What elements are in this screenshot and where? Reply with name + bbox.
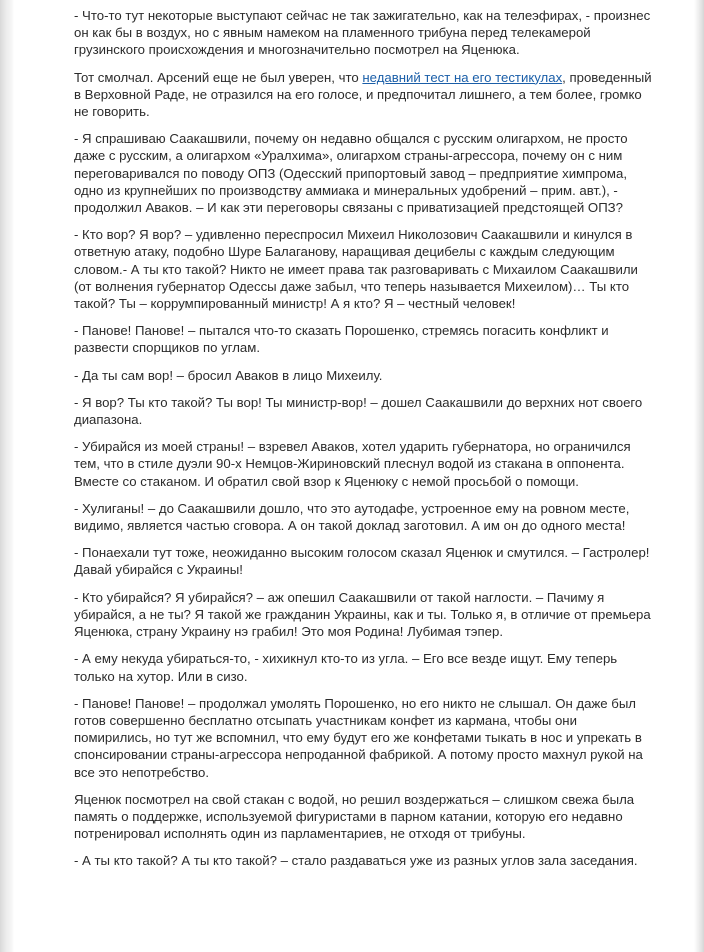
paragraph-13: - Панове! Панове! – продолжал умолять Порошенко, но его никто не слышал. Он даже был готов совершенно бесплатно отсыпать участникам конфет из кармана, чтобы они помирились, но тут же вспомнил, что ему будут его же конфетами тыкать в нос и упрекать в спонсировании страны-агрессора непроданной фабрикой. А потому просто махнул рукой на все это непотребство. — [74, 695, 643, 780]
paragraph-10: - Понаехали тут тоже, неожиданно высоким голосом сказал Яценюк и смутился. – Гастролер! Давай убирайся с Украины! — [74, 545, 650, 578]
paragraph-2-text-before: Тот смолчал. Арсений еще не был уверен, что — [74, 69, 363, 85]
paragraph-8: - Убирайся из моей страны! – взревел Аваков, хотел ударить губернатора, но ограничился тем, что в стиле дуэли 90-х Немцов-Жириновский плеснул водой из стакана в оппонента. Вместе со стаканом. И обратил свой взор к Яценюку с немой просьбой о помощи. — [74, 439, 631, 489]
paragraph-4: - Кто вор? Я вор? – удивленно переспросил Михеил Николозович Саакашвили и кинулся в ответную атаку, подобно Шуре Балаганову, наращивая децибелы с каждым следующим словом.- А ты кто такой? Никто не имеет права так разговаривать с Михаилом Саакашвили (от волнения губернатор Одессы даже забыл, что теперь называется Михеилом)… Ты кто такой? Ты – коррумпированный министр! А я кто? Я – честный человек! — [74, 227, 638, 312]
page-left-edge — [0, 0, 14, 952]
paragraph-2 — [74, 69, 652, 121]
paragraph-7: - Я вор? Ты кто такой? Ты вор! Ты министр-вор! – дошел Саакашвили до верхних нот своего диапазона. — [74, 394, 643, 428]
paragraph-3: - Я спрашиваю Саакашвили, почему он недавно общался с русским олигархом, не просто даже с русским, а олигархом «Уралхима», олигархом страны-агрессора, почему он с ним переговаривался по поводу ОПЗ (Одесский припортовый завод – предприятие химпрома, одно из крупнейших по производству аммиака и минеральных удобрений – прим. авт.), - продолжил Аваков. – И как эти переговоры связаны с приватизацией предстоящей ОПЗ? — [74, 131, 628, 216]
paragraph-1: - Что-то тут некоторые выступают сейчас не так зажигательно, как на телеэфирах, - произнес он как бы в воздух, но с явным намеком на пламенного трибуна перед телекамерой грузинского происхождения и многозначительно посмотрел на Яценюка. — [74, 8, 651, 58]
paragraph-12: - А ему некуда убираться-то, - хихикнул кто-то из угла. – Его все везде ищут. Ему теперь только на хутор. Или в сизо. — [74, 651, 618, 684]
paragraph-9: - Хулиганы! – до Саакашвили дошло, что это аутодафе, устроенное ему на ровном месте, видимо, является частью сговора. А он такой доклад заготовил. А им он до одного места! — [74, 500, 630, 534]
paragraph-15: - А ты кто такой? А ты кто такой? – стало раздаваться уже из разных углов зала заседания. — [74, 853, 638, 869]
paragraph-11: - Кто убирайся? Я убирайся? – аж опешил Саакашвили от такой наглости. – Пачиму я убирайся, а не ты? Я такой же гражданин Украины, как и ты. Только я, в отличие от премьера Яценюка, страну Украину нэ грабил! Это моя Родина! Лубимая тэпер. — [74, 589, 651, 640]
paragraph-5: - Панове! Панове! – пытался что-то сказать Порошенко, стремясь погасить конфликт и развести спорщиков по углам. — [74, 323, 609, 356]
paragraph-2-text-after: , проведенный в Верховной Раде, не отразился на его голосе, и предпочитал лишнего, а тем более, громко не говорить. — [74, 69, 652, 120]
paragraph-6: - Да ты сам вор! – бросил Аваков в лицо Михеилу. — [74, 367, 383, 383]
article-body — [74, 7, 652, 880]
page-right-edge — [694, 0, 704, 952]
testicle-test-link[interactable]: недавний тест на его тестикулах — [362, 69, 563, 85]
paragraph-14: Яценюк посмотрел на свой стакан с водой, но решил воздержаться – слишком свежа была память о поддержке, используемой фигуристами в парном катании, которую его недавно потренировал исполнять один из парламентариев, не отходя от трибуны. — [74, 791, 635, 842]
